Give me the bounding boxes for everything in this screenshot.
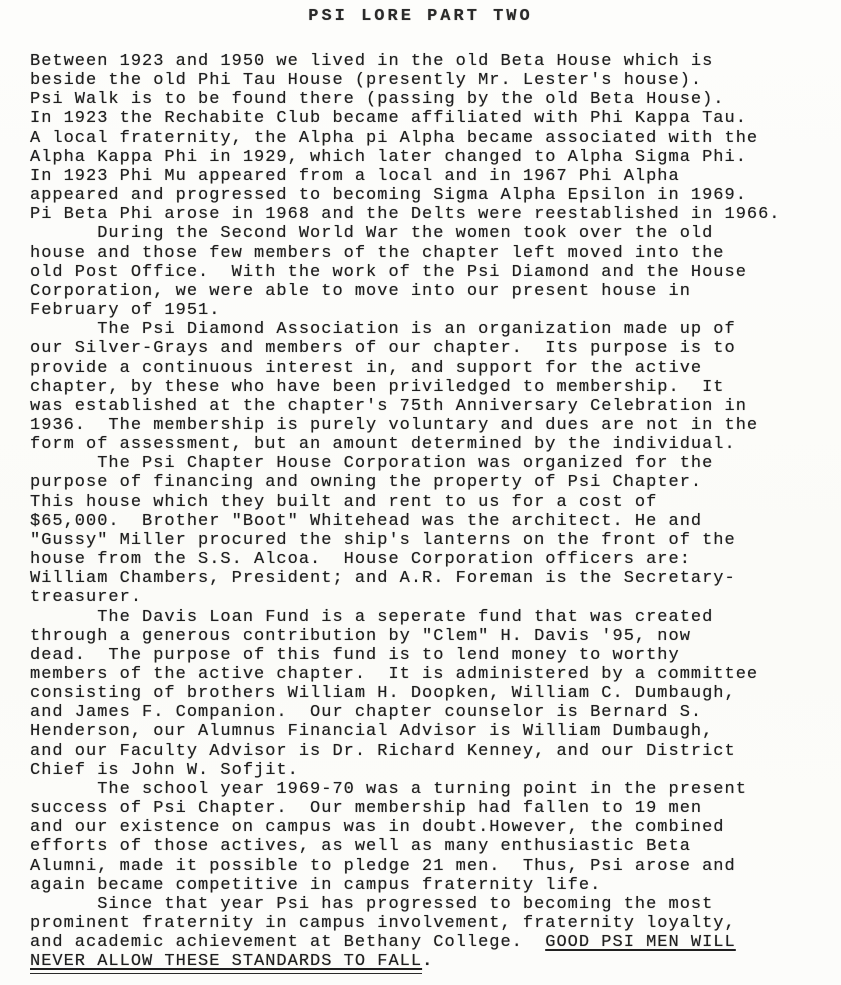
- text-line: [30, 263, 820, 282]
- text-segment: chapter, by these who have been priviledged to membership. It: [30, 377, 725, 397]
- text-line: [30, 71, 820, 90]
- text-line: [30, 876, 820, 895]
- text-segment: consisting of brothers William H. Doopken, William C. Dumbaugh,: [30, 684, 736, 704]
- text-segment: Since that year Psi has progressed to becoming the most: [30, 894, 714, 914]
- text-line: [30, 167, 820, 186]
- text-line: [30, 952, 820, 971]
- text-line: [30, 109, 820, 128]
- text-segment: form of assessment, but an amount determined by the individual.: [30, 435, 736, 455]
- text-line: [30, 493, 820, 512]
- text-line: [30, 397, 820, 416]
- text-line: [30, 799, 820, 818]
- text-segment: Alpha Kappa Phi in 1929, which later changed to Alpha Sigma Phi.: [30, 147, 747, 167]
- text-line: [30, 761, 820, 780]
- text-segment: Psi Walk is to be found there (passing by the old Beta House).: [30, 90, 725, 110]
- text-segment: and academic achievement at Bethany College.: [30, 933, 546, 953]
- text-segment: A local fraternity, the Alpha pi Alpha became associated with the: [30, 128, 759, 148]
- text-segment: During the Second World War the women took over the old: [30, 224, 714, 244]
- text-segment: treasurer.: [30, 588, 143, 608]
- text-segment: and our Faculty Advisor is Dr. Richard Kenney, and our District: [30, 741, 736, 761]
- text-line: [30, 914, 820, 933]
- text-line: [30, 742, 820, 761]
- text-line: [30, 531, 820, 550]
- text-segment: purpose of financing and owning the property of Psi Chapter.: [30, 473, 703, 493]
- text-line: [30, 512, 820, 531]
- text-segment: This house which they built and rent to us for a cost of: [30, 492, 658, 512]
- text-segment: efforts of those actives, as well as many enthusiastic Beta: [30, 837, 691, 857]
- text-line: [30, 378, 820, 397]
- text-segment: Pi Beta Phi arose in 1968 and the Delts were reestablished in 1966.: [30, 205, 781, 225]
- text-segment: $65,000. Brother "Boot" Whitehead was the architect. He and: [30, 511, 703, 531]
- text-line: [30, 205, 820, 224]
- text-segment: The Davis Loan Fund is a seperate fund that was created: [30, 607, 714, 627]
- text-line: [30, 665, 820, 684]
- text-line: [30, 646, 820, 665]
- text-line: [30, 550, 820, 569]
- text-segment: The Psi Chapter House Corporation was organized for the: [30, 454, 714, 474]
- text-segment: beside the old Phi Tau House (presently Mr. Lester's house).: [30, 71, 703, 91]
- text-line: [30, 895, 820, 914]
- text-segment: Chief is John W. Sofjit.: [30, 760, 299, 780]
- text-segment: In 1923 Phi Mu appeared from a local and in 1967 Phi Alpha: [30, 166, 680, 186]
- text-segment: house from the S.S. Alcoa. House Corporation officers are:: [30, 550, 691, 570]
- text-segment: The school year 1969-70 was a turning point in the present: [30, 779, 747, 799]
- text-line: [30, 301, 820, 320]
- text-line: [30, 588, 820, 607]
- text-segment: February of 1951.: [30, 301, 221, 321]
- text-segment: William Chambers, President; and A.R. Foreman is the Secretary-: [30, 569, 736, 589]
- text-line: [30, 90, 820, 109]
- text-line: [30, 722, 820, 741]
- text-segment: old Post Office. With the work of the Psi Diamond and the House: [30, 262, 747, 282]
- text-line: [30, 339, 820, 358]
- text-line: [30, 473, 820, 492]
- text-line: [30, 224, 820, 243]
- text-segment: provide a continuous interest in, and support for the active: [30, 358, 703, 378]
- text-line: [30, 857, 820, 876]
- text-line: [30, 244, 820, 263]
- text-line: [30, 780, 820, 799]
- text-segment: again became competitive in campus fraternity life.: [30, 875, 602, 895]
- text-segment: "Gussy" Miller procured the ship's lanterns on the front of the: [30, 530, 736, 550]
- underlined-text-segment: NEVER ALLOW THESE STANDARDS TO FALL: [30, 952, 422, 974]
- text-line: [30, 703, 820, 722]
- text-line: [30, 52, 820, 71]
- text-segment: Between 1923 and 1950 we lived in the old Beta House which is: [30, 52, 714, 71]
- text-line: [30, 282, 820, 301]
- text-segment: and our existence on campus was in doubt.However, the combined: [30, 818, 725, 838]
- text-segment: was established at the chapter's 75th Anniversary Celebration in: [30, 396, 747, 416]
- text-segment: appeared and progressed to becoming Sigma Alpha Epsilon in 1969.: [30, 186, 747, 206]
- text-segment: through a generous contribution by "Clem" H. Davis '95, now: [30, 626, 691, 646]
- text-line: [30, 454, 820, 473]
- text-line: [30, 129, 820, 148]
- text-line: [30, 186, 820, 205]
- text-line: [30, 435, 820, 454]
- text-segment: Henderson, our Alumnus Financial Advisor is William Dumbaugh,: [30, 722, 714, 742]
- text-segment: house and those few members of the chapter left moved into the: [30, 243, 725, 263]
- text-line: [30, 627, 820, 646]
- document-title: PSI LORE PART TWO: [308, 7, 533, 26]
- underlined-text-segment: GOOD PSI MEN WILL: [545, 933, 736, 953]
- text-line: [30, 608, 820, 627]
- text-segment: The Psi Diamond Association is an organization made up of: [30, 320, 736, 340]
- text-line: [30, 148, 820, 167]
- document-body: [30, 52, 820, 972]
- text-line: [30, 818, 820, 837]
- text-segment: our Silver-Grays and members of our chapter. Its purpose is to: [30, 339, 736, 359]
- text-line: [30, 416, 820, 435]
- text-segment: prominent fraternity in campus involvement, fraternity loyalty,: [30, 914, 736, 934]
- text-segment: Corporation, we were able to move into our present house in: [30, 281, 691, 301]
- text-segment: dead. The purpose of this fund is to lend money to worthy: [30, 645, 680, 665]
- text-line: [30, 569, 820, 588]
- text-line: [30, 837, 820, 856]
- text-segment: 1936. The membership is purely voluntary and dues are not in the: [30, 415, 759, 435]
- text-line: [30, 359, 820, 378]
- text-segment: .: [422, 952, 434, 972]
- text-line: [30, 320, 820, 339]
- text-segment: In 1923 the Rechabite Club became affiliated with Phi Kappa Tau.: [30, 109, 747, 129]
- text-line: [30, 684, 820, 703]
- text-segment: and James F. Companion. Our chapter counselor is Bernard S.: [30, 703, 703, 723]
- text-line: [30, 933, 820, 952]
- text-segment: members of the active chapter. It is administered by a committee: [30, 665, 759, 684]
- text-segment: success of Psi Chapter. Our membership had fallen to 19 men: [30, 799, 703, 819]
- text-segment: Alumni, made it possible to pledge 21 men. Thus, Psi arose and: [30, 856, 736, 876]
